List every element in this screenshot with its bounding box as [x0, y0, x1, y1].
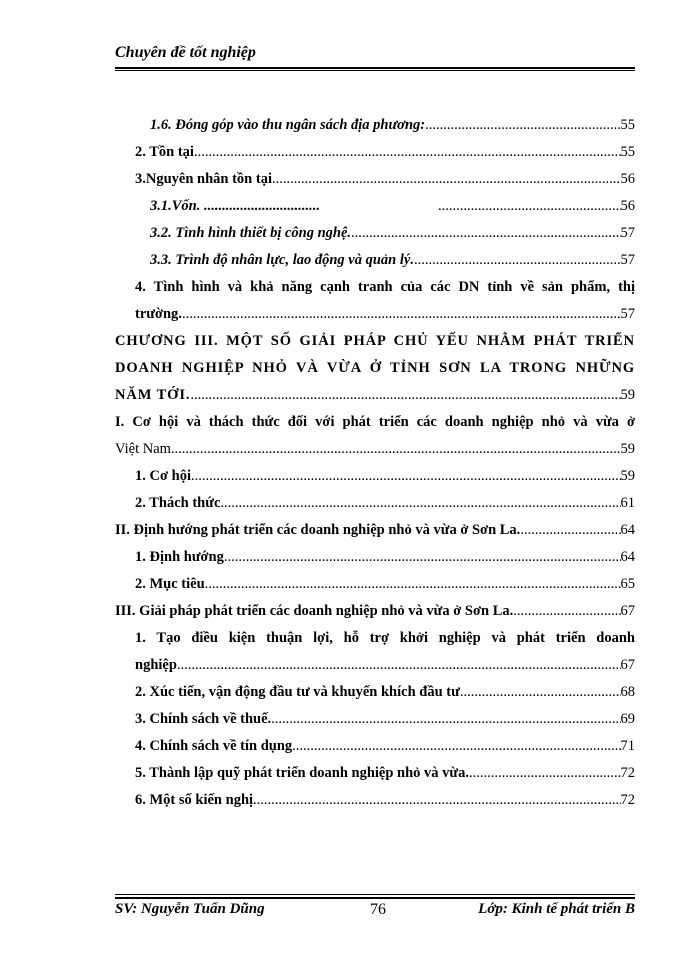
page-header: Chuyên đề tốt nghiệp [115, 44, 256, 61]
footer-rule [115, 897, 635, 899]
toc-entry-text: 3. Chính sách về thuế. [135, 711, 272, 727]
toc-leader [182, 301, 621, 328]
toc-entry[interactable] [115, 598, 635, 625]
toc-leader [224, 544, 621, 571]
toc-entry-text: 3.Nguyên nhân tồn tại [135, 171, 272, 187]
toc-page: 57 [620, 306, 635, 322]
toc-entry[interactable] [115, 517, 635, 544]
toc-entry[interactable] [135, 139, 635, 166]
toc-page: 67 [620, 657, 635, 673]
toc-entry-text: NĂM TỚI. [115, 387, 191, 403]
toc-leader [175, 436, 621, 463]
toc-entry-text: 1. Định hướng [135, 549, 224, 565]
toc-page: 69 [620, 711, 635, 727]
toc-leader [190, 382, 620, 409]
footer-class-name: Lớp: Kinh tế phát triển B [478, 901, 635, 917]
toc-entry[interactable] [135, 787, 635, 814]
toc-page: 65 [620, 576, 635, 592]
toc-page: 57 [620, 225, 635, 241]
footer-student-name: SV: Nguyễn Tuấn Dũng [115, 901, 265, 917]
toc-entry[interactable] [150, 220, 635, 247]
toc-entry[interactable] [135, 571, 635, 598]
toc-entry[interactable] [135, 760, 635, 787]
toc-entry[interactable] [150, 112, 635, 139]
toc-page: 67 [620, 603, 635, 619]
toc-entry-text: 2. Tồn tại [135, 144, 194, 160]
toc-page: 71 [620, 738, 635, 754]
toc-page: 64 [620, 522, 635, 538]
toc-entry-text: trường. [135, 306, 182, 322]
toc-leader [520, 517, 620, 544]
toc-leader [191, 463, 621, 490]
toc-page: 56 [620, 171, 635, 187]
toc-leader [414, 247, 621, 274]
toc-entry[interactable] [135, 274, 635, 328]
toc-entry-line: 1. Tạo điều kiện thuận lợi, hỗ trợ khởi nghiệp và phát triển doanh [135, 630, 635, 646]
toc-leader [220, 490, 620, 517]
page-footer [115, 901, 635, 925]
toc-leader [513, 598, 620, 625]
toc-entry[interactable] [135, 490, 635, 517]
toc-chapter-line: CHƯƠNG III. MỘT SỐ GIẢI PHÁP CHỦ YẾU NHẰM PHÁT TRIỂN [115, 333, 635, 349]
toc-page: 68 [620, 684, 635, 700]
toc-page: 72 [620, 765, 635, 781]
toc-page: 59 [620, 387, 635, 403]
toc-entry[interactable] [135, 544, 635, 571]
toc-entry[interactable] [135, 679, 635, 706]
toc-entry-text: nghiệp [135, 657, 177, 673]
toc-entry-text: 1.6. Đóng góp vào thu ngân sách địa phương: [150, 117, 426, 133]
header-rule [115, 67, 635, 69]
toc-leader [177, 652, 621, 679]
toc-leader [425, 112, 620, 139]
toc-entry-text: Việt Nam. [115, 441, 175, 457]
toc-leader [469, 760, 620, 787]
toc-entry-line: 4. Tình hình và khả năng cạnh tranh của các DN tỉnh về sản phẩm, thị [135, 279, 635, 295]
toc-chapter[interactable] [115, 328, 635, 409]
toc-entry[interactable] [150, 247, 635, 274]
toc-entry[interactable] [150, 193, 635, 220]
footer-page-number: 76 [370, 901, 386, 918]
toc-entry[interactable] [135, 166, 635, 193]
toc-entry[interactable] [115, 409, 635, 463]
toc-page: 72 [620, 792, 635, 808]
toc-page: 61 [620, 495, 635, 511]
toc-entry-text: 2. Thách thức [135, 495, 221, 511]
toc-leader [194, 139, 621, 166]
toc-page: 55 [620, 144, 635, 160]
toc-page: 64 [620, 549, 635, 565]
toc-entry-text: 3.2. Tình hình thiết bị công nghệ. [150, 225, 352, 241]
toc-page: 57 [620, 252, 635, 268]
toc-entry-text: 4. Chính sách về tín dụng [135, 738, 293, 754]
toc-leader [272, 166, 621, 193]
toc-leader [292, 733, 620, 760]
header-rule-thin [115, 70, 635, 71]
toc-page: 59 [620, 468, 635, 484]
toc-entry[interactable] [135, 733, 635, 760]
toc-entry-leader-text: ............................... [438, 198, 551, 214]
toc-entry-text: II. Định hướng phát triển các doanh nghiệp nhỏ và vừa ở Sơn La. [115, 522, 521, 538]
toc-entry[interactable] [135, 706, 635, 733]
toc-entry-text: 3.1.Vốn. ................................ [150, 198, 320, 214]
toc-entry-text: 6. Một số kiến nghị [135, 792, 254, 808]
toc-leader [351, 220, 620, 247]
toc-page: 56 [620, 198, 635, 214]
toc-leader [205, 571, 621, 598]
toc-entry-text: 1. Cơ hội [135, 468, 191, 484]
toc-entry[interactable] [135, 625, 635, 679]
toc-leader [550, 193, 620, 220]
toc-entry[interactable] [135, 463, 635, 490]
toc-entry-text: III. Giải pháp phát triển các doanh nghiệp nhỏ và vừa ở Sơn La. [115, 603, 514, 619]
toc-leader [253, 787, 620, 814]
toc-chapter-line: DOANH NGHIỆP NHỎ VÀ VỪA Ở TỈNH SƠN LA TRONG NHỮNG [115, 360, 635, 376]
toc-entry-text: 2. Mục tiêu [135, 576, 205, 592]
toc-page: 55 [620, 117, 635, 133]
toc-leader [271, 706, 620, 733]
toc-entry-line: I. Cơ hội và thách thức đối với phát triển các doanh nghiệp nhỏ và vừa ở [115, 414, 635, 430]
toc-entry-text: 3.3. Trình độ nhân lực, lao động và quản lý. [150, 252, 414, 268]
toc-entry-text: 5. Thành lập quỹ phát triển doanh nghiệp nhỏ và vừa. [135, 765, 470, 781]
toc-entry-text: 2. Xúc tiến, vận động đầu tư và khuyến khích đầu tư [135, 684, 460, 700]
footer-rule-thin [115, 894, 635, 895]
toc-leader [460, 679, 621, 706]
toc-page: 59 [620, 441, 635, 457]
